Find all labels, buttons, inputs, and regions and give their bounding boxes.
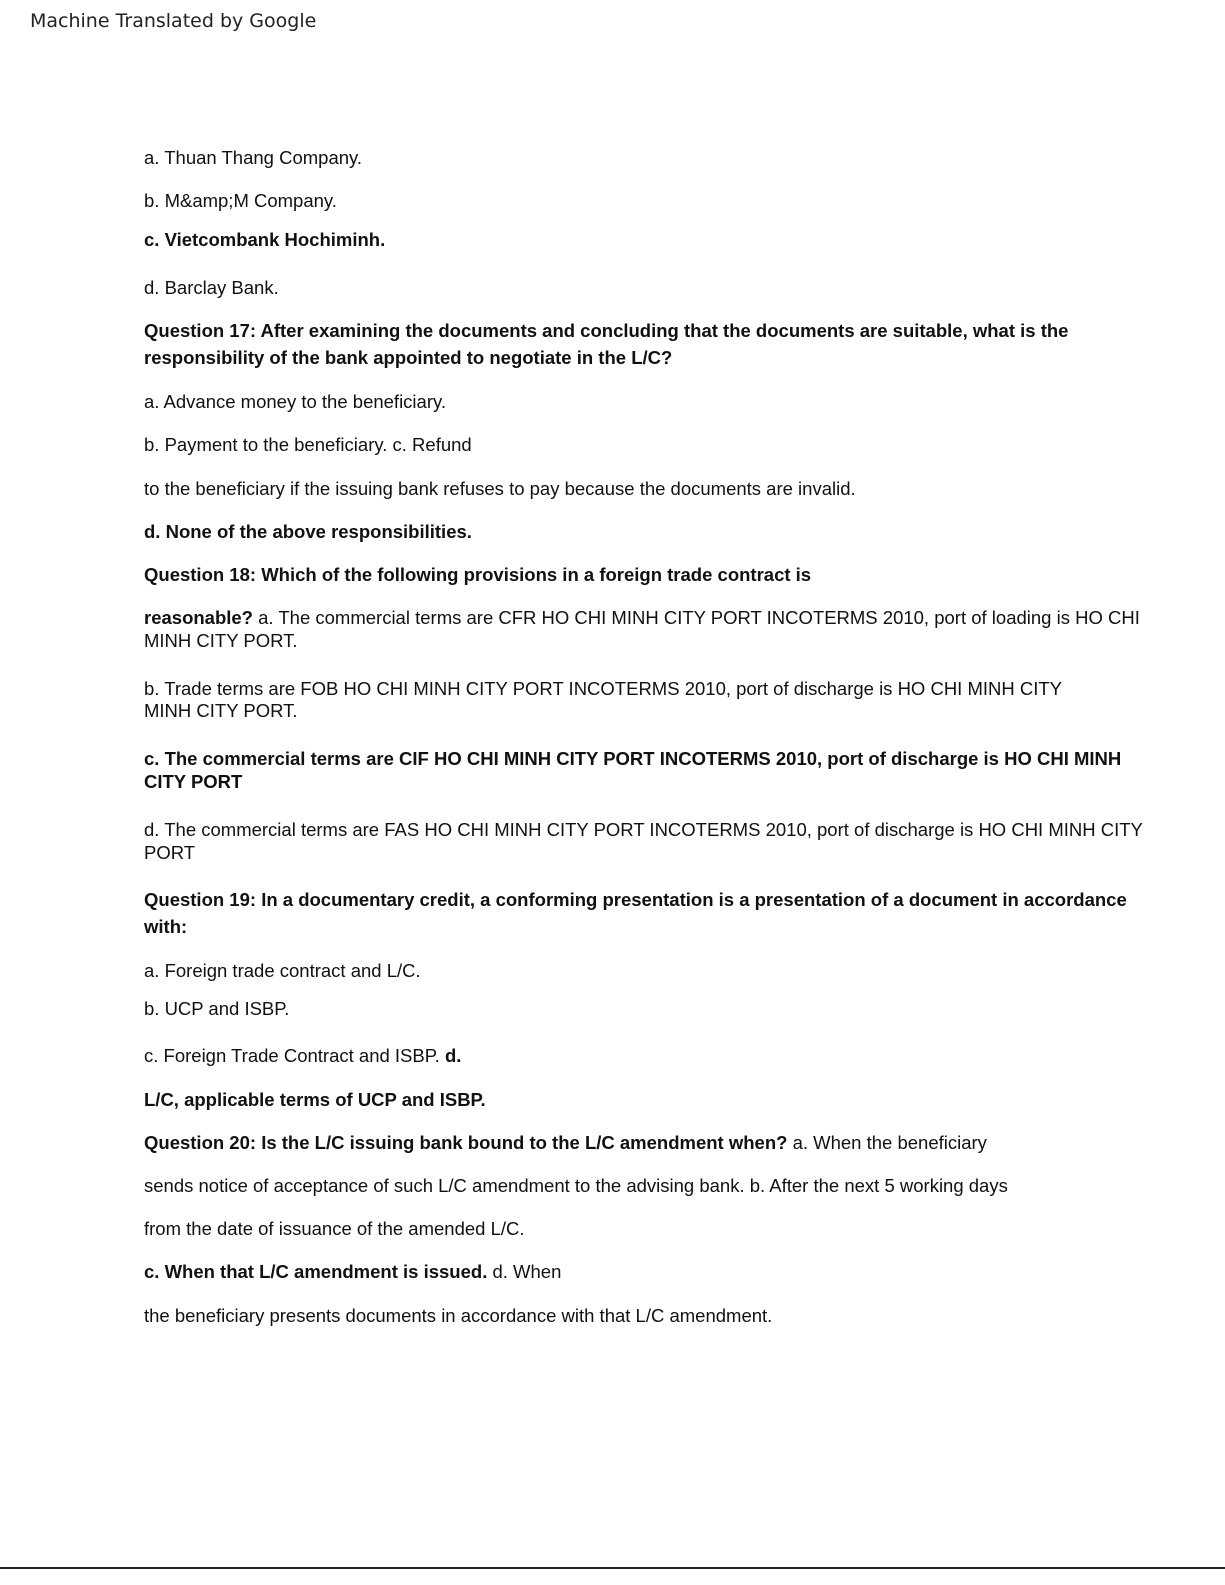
answer-line-correct: c. The commercial terms are CIF HO CHI MINH CITY PORT INCOTERMS 2010, port of discharge is HO CHI MINH — [144, 748, 1122, 769]
answer-line: d. The commercial terms are FAS HO CHI MINH CITY PORT INCOTERMS 2010, port of discharge is HO CHI MINH CITY — [144, 819, 1143, 840]
answer-line: PORT — [144, 842, 196, 863]
answer-line: from the date of issuance of the amended L/C. — [144, 1218, 525, 1239]
answer-line-correct: c. Vietcombank Hochiminh. — [144, 229, 386, 250]
answer-line-correct: d. None of the above responsibilities. — [144, 521, 472, 542]
question-line: responsibility of the bank appointed to negotiate in the L/C? — [144, 347, 673, 368]
answer-text: c. Foreign Trade Contract and ISBP. — [144, 1045, 445, 1066]
mixed-line — [144, 606, 1140, 629]
answer-line: a. Thuan Thang Company. — [144, 147, 363, 168]
answer-line: b. Payment to the beneficiary. c. Refund — [144, 434, 472, 455]
answer-text: d. When — [487, 1261, 562, 1282]
answer-line: a. Foreign trade contract and L/C. — [144, 960, 421, 981]
question-line: with: — [144, 916, 188, 937]
question-line: Question 19: In a documentary credit, a conforming presentation is a presentation of a document in accordance — [144, 889, 1127, 910]
answer-line-correct: CITY PORT — [144, 771, 243, 792]
answer-text: a. When the beneficiary — [787, 1132, 987, 1153]
answer-line: MINH CITY PORT. — [144, 630, 298, 651]
answer-line: a. Advance money to the beneficiary. — [144, 391, 447, 412]
answer-line: d. Barclay Bank. — [144, 277, 279, 298]
answer-line: sends notice of acceptance of such L/C amendment to the advising bank. b. After the next 5 working days — [144, 1175, 1008, 1196]
answer-line: b. UCP and ISBP. — [144, 998, 290, 1019]
answer-line: MINH CITY PORT. — [144, 700, 298, 721]
question-line: Question 17: After examining the documents and concluding that the documents are suitable, what is the — [144, 320, 1069, 341]
answer-line: the beneficiary presents documents in accordance with that L/C amendment. — [144, 1305, 773, 1326]
question-line: Question 18: Which of the following provisions in a foreign trade contract is — [144, 564, 812, 585]
mixed-line — [144, 1044, 461, 1067]
machine-translation-header: Machine Translated by Google — [30, 10, 317, 32]
answer-line: b. M&amp;M Company. — [144, 190, 337, 211]
answer-text: a. The commercial terms are CFR HO CHI MINH CITY PORT INCOTERMS 2010, port of loading is HO CHI — [253, 607, 1140, 628]
answer-line-correct: L/C, applicable terms of UCP and ISBP. — [144, 1089, 486, 1110]
page-bottom-divider — [0, 1567, 1225, 1569]
answer-correct-text: d. — [444, 1045, 462, 1066]
answer-line: to the beneficiary if the issuing bank refuses to pay because the documents are invalid. — [144, 478, 856, 499]
mixed-line — [144, 1260, 561, 1283]
question-end-text: reasonable? — [144, 607, 253, 628]
question-text: Question 20: Is the L/C issuing bank bound to the L/C amendment when? — [144, 1132, 788, 1153]
answer-correct-text: c. When that L/C amendment is issued. — [144, 1261, 488, 1282]
mixed-line — [144, 1131, 987, 1154]
answer-line: b. Trade terms are FOB HO CHI MINH CITY PORT INCOTERMS 2010, port of discharge is HO CHI MINH CITY — [144, 678, 1063, 699]
